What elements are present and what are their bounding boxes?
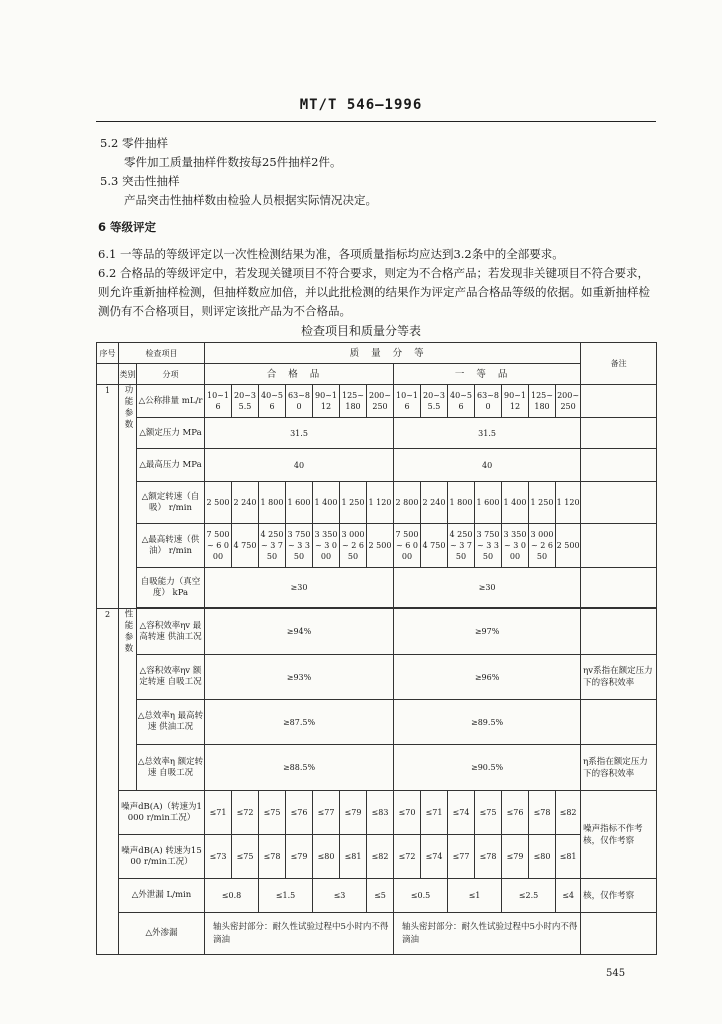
- ext-leak-remark: 核，仅作考察: [581, 879, 657, 913]
- seq-head: 序号: [97, 343, 119, 364]
- table-cell: ≤75: [259, 791, 286, 835]
- section-5-2-body: 零件加工质量抽样件数按每25件抽样2件。: [124, 155, 342, 169]
- table-cell: ≤71: [205, 791, 232, 835]
- table-cell: [581, 609, 657, 655]
- group-1-label: 功能参数: [119, 385, 137, 609]
- tot-eff-rated-label: △总效率η 额定转速 自吸工况: [137, 745, 205, 791]
- table-cell: ≥87.5%: [205, 700, 394, 745]
- table-cell: ≥30: [205, 568, 394, 608]
- table-cell: 2 500: [367, 524, 394, 568]
- table-cell: ≥94%: [205, 609, 394, 655]
- table-cell: 7 500 ~ 6 000: [394, 524, 421, 568]
- table-cell: ≤79: [286, 835, 313, 879]
- table-cell: 1 120: [367, 482, 394, 524]
- table-cell: ≤75: [475, 791, 502, 835]
- table-cell: 200~250: [367, 385, 394, 418]
- section-6-2: 6.2 合格品的等级评定中，若发现关键项目不符合要求，则定为不合格产品；若发现非关键项目不符合要求，则允许重新抽样检测，但抽样数应加倍，并以此批检测的结果作为评定产品合格品等级的依据。如重新抽样检测仍有不合格项目，则评定该批产品为不合格品。: [98, 266, 650, 318]
- table-cell: 轴头密封部分：耐久性试验过程中5小时内不得滴油: [394, 913, 581, 955]
- table-cell: 20~35.5: [232, 385, 259, 418]
- table-cell: ≤76: [502, 791, 529, 835]
- ext-leak-label: △外泄漏 L/min: [119, 879, 205, 913]
- table-cell: 1 600: [475, 482, 502, 524]
- table-cell: 轴头密封部分：耐久性试验过程中5小时内不得滴油: [205, 913, 394, 955]
- table-cell: ≥97%: [394, 609, 581, 655]
- category-head: 类别: [119, 364, 137, 385]
- noise-1500-label: 噪声dB(A) 转速为1500 r/min工况）: [119, 835, 205, 879]
- table-cell: 1 120: [556, 482, 581, 524]
- table-cell: ≤1.5: [259, 879, 313, 913]
- table-cell: 1 800: [259, 482, 286, 524]
- table-cell: [581, 449, 657, 482]
- table-cell: 3 000 ~ 2 650: [340, 524, 367, 568]
- table-cell: 10~16: [394, 385, 421, 418]
- max-pressure-label: △最高压力 MPa: [137, 449, 205, 482]
- table-cell: ≤4: [556, 879, 581, 913]
- table-cell: ≤77: [313, 791, 340, 835]
- table-cell: ≤79: [340, 791, 367, 835]
- table-row: [97, 385, 657, 418]
- table-row: [97, 879, 657, 913]
- quality-grading-table: [96, 342, 657, 955]
- table-cell: [581, 700, 657, 745]
- self-priming-label: 自吸能力（真空度） kPa: [137, 568, 205, 608]
- group-1-seq: 1: [97, 385, 119, 609]
- table-cell: ≤5: [367, 879, 394, 913]
- table-cell: ≤77: [448, 835, 475, 879]
- table-cell: ≥90.5%: [394, 745, 581, 791]
- table-cell: 1 250: [340, 482, 367, 524]
- table-cell: ≤75: [232, 835, 259, 879]
- table-cell: ≤72: [394, 835, 421, 879]
- table-cell: 7 500 ~ 6 000: [205, 524, 232, 568]
- section-6-1: 6.1 一等品的等级评定以一次性检测结果为准，各项质量指标均应达到3.2条中的全部要求。: [98, 247, 564, 261]
- table-cell: ≤2.5: [502, 879, 556, 913]
- table-cell: 200~250: [556, 385, 581, 418]
- table-cell: ≥88.5%: [205, 745, 394, 791]
- table-cell: 40: [205, 449, 394, 482]
- table-cell: 1 800: [448, 482, 475, 524]
- section-6-title: 6 等级评定: [98, 220, 157, 234]
- remark-head: 备注: [581, 343, 657, 385]
- table-cell: 3 350 ~ 3 000: [502, 524, 529, 568]
- check-item-head: 检查项目: [119, 343, 205, 364]
- table-cell: ≤81: [556, 835, 581, 879]
- table-cell: 63~80: [286, 385, 313, 418]
- table-cell: ≤82: [367, 835, 394, 879]
- table-row: [97, 418, 657, 449]
- table-cell: ≥93%: [205, 655, 394, 700]
- qualified-head: 合格品: [205, 364, 394, 385]
- vol-eff-remark: ηv系指在额定压力下的容积效率: [581, 655, 657, 700]
- table-row: [97, 524, 657, 568]
- table-cell: ≤3: [313, 879, 367, 913]
- section-5-2-title: 5.2 零件抽样: [100, 136, 168, 150]
- table-cell: ≤74: [448, 791, 475, 835]
- table-cell: [581, 913, 657, 955]
- table-cell: 4 250 ~ 3 750: [259, 524, 286, 568]
- table-cell: 4 750: [232, 524, 259, 568]
- table-cell: 40: [394, 449, 581, 482]
- table-row: [97, 568, 657, 608]
- table-cell: [581, 482, 657, 524]
- table-cell: ≤70: [394, 791, 421, 835]
- table-row: [97, 482, 657, 524]
- table-cell: 1 600: [286, 482, 313, 524]
- rated-speed-label: △额定转速（自吸） r/min: [137, 482, 205, 524]
- table-cell: 1 250: [529, 482, 556, 524]
- table-cell: [581, 418, 657, 449]
- table-cell: 2 240: [232, 482, 259, 524]
- max-speed-label: △最高转速（供油） r/min: [137, 524, 205, 568]
- table-cell: ≤80: [529, 835, 556, 879]
- table-cell: ≤74: [421, 835, 448, 879]
- table-row: [97, 449, 657, 482]
- table-cell: 125~180: [340, 385, 367, 418]
- table-cell: ≤81: [340, 835, 367, 879]
- page-number: 545: [606, 968, 626, 979]
- table-cell: 63~80: [475, 385, 502, 418]
- table-row: [97, 655, 657, 700]
- table-cell: ≤82: [556, 791, 581, 835]
- table-row: [97, 609, 657, 655]
- subitem-head: 分项: [137, 364, 205, 385]
- table-cell: 40~56: [259, 385, 286, 418]
- ext-seep-label: △外渗漏: [119, 913, 205, 955]
- table-cell: ≥96%: [394, 655, 581, 700]
- vol-eff-max-label: △容积效率ηv 最高转速 供油工况: [137, 609, 205, 655]
- noise-1000-label: 噪声dB(A)（转速为1000 r/min工况）: [119, 791, 205, 835]
- table-row: [97, 791, 657, 835]
- table-cell: 3 750 ~ 3 350: [475, 524, 502, 568]
- table-cell: 3 750 ~ 3 350: [286, 524, 313, 568]
- table-cell: 2 800: [394, 482, 421, 524]
- table-cell: [581, 524, 657, 568]
- table-cell: 4 250 ~ 3 750: [448, 524, 475, 568]
- displacement-label: △公称排量 mL/r: [137, 385, 205, 418]
- table-cell: ≤79: [502, 835, 529, 879]
- section-5-3-title: 5.3 突击性抽样: [100, 174, 180, 188]
- table-cell: ≤73: [205, 835, 232, 879]
- table-cell: ≤78: [475, 835, 502, 879]
- table-cell: 31.5: [394, 418, 581, 449]
- table-cell: 1 400: [502, 482, 529, 524]
- table-cell: ≥89.5%: [394, 700, 581, 745]
- table-cell: ≤83: [367, 791, 394, 835]
- vol-eff-rated-label: △容积效率ηv 额定转速 自吸工况: [137, 655, 205, 700]
- table-cell: 2 500: [556, 524, 581, 568]
- table-cell: ≤0.8: [205, 879, 259, 913]
- table-cell: ≤78: [259, 835, 286, 879]
- table-cell: ≤78: [529, 791, 556, 835]
- table-cell: 4 750: [421, 524, 448, 568]
- table-cell: 2 500: [205, 482, 232, 524]
- table-cell: 2 240: [421, 482, 448, 524]
- table-cell: [581, 568, 657, 608]
- table-cell: ≥30: [394, 568, 581, 608]
- table-cell: ≤76: [286, 791, 313, 835]
- table-cell: ≤1: [448, 879, 502, 913]
- tot-eff-remark: η系指在额定压力下的容积效率: [581, 745, 657, 791]
- table-row: [97, 700, 657, 745]
- table-cell: 125~180: [529, 385, 556, 418]
- table-cell: 10~16: [205, 385, 232, 418]
- table-cell: 20~35.5: [421, 385, 448, 418]
- table-row: [97, 913, 657, 955]
- noise-remark: 噪声指标不作考核，仅作考察: [581, 791, 657, 879]
- table-row: [97, 364, 657, 385]
- header-rule: [96, 121, 656, 122]
- section-5-3-body: 产品突击性抽样数由检验人员根据实际情况决定。: [124, 193, 377, 207]
- table-row: [97, 745, 657, 791]
- quality-grade-head: 质量分等: [205, 343, 581, 364]
- table-cell: ≤0.5: [394, 879, 448, 913]
- table-cell: [581, 385, 657, 418]
- table-cell: 3 350 ~ 3 000: [313, 524, 340, 568]
- table-cell: 3 000 ~ 2 650: [529, 524, 556, 568]
- table-cell: 31.5: [205, 418, 394, 449]
- tot-eff-max-label: △总效率η 最高转速 供油工况: [137, 700, 205, 745]
- group-2-label: 性能参数: [119, 609, 137, 791]
- rated-pressure-label: △额定压力 MPa: [137, 418, 205, 449]
- standard-header: MT/T 546—1996: [299, 97, 423, 113]
- table-caption: 检查项目和质量分等表: [300, 324, 421, 338]
- table-cell: 90~112: [502, 385, 529, 418]
- table-row: [97, 343, 657, 364]
- group-2-seq: 2: [97, 609, 119, 955]
- table-row: [97, 835, 657, 879]
- table-cell: ≤71: [421, 791, 448, 835]
- table-cell: 90~112: [313, 385, 340, 418]
- table-cell: 40~56: [448, 385, 475, 418]
- first-class-head: 一等品: [394, 364, 581, 385]
- table-cell: ≤80: [313, 835, 340, 879]
- table-cell: ≤72: [232, 791, 259, 835]
- table-cell: 1 400: [313, 482, 340, 524]
